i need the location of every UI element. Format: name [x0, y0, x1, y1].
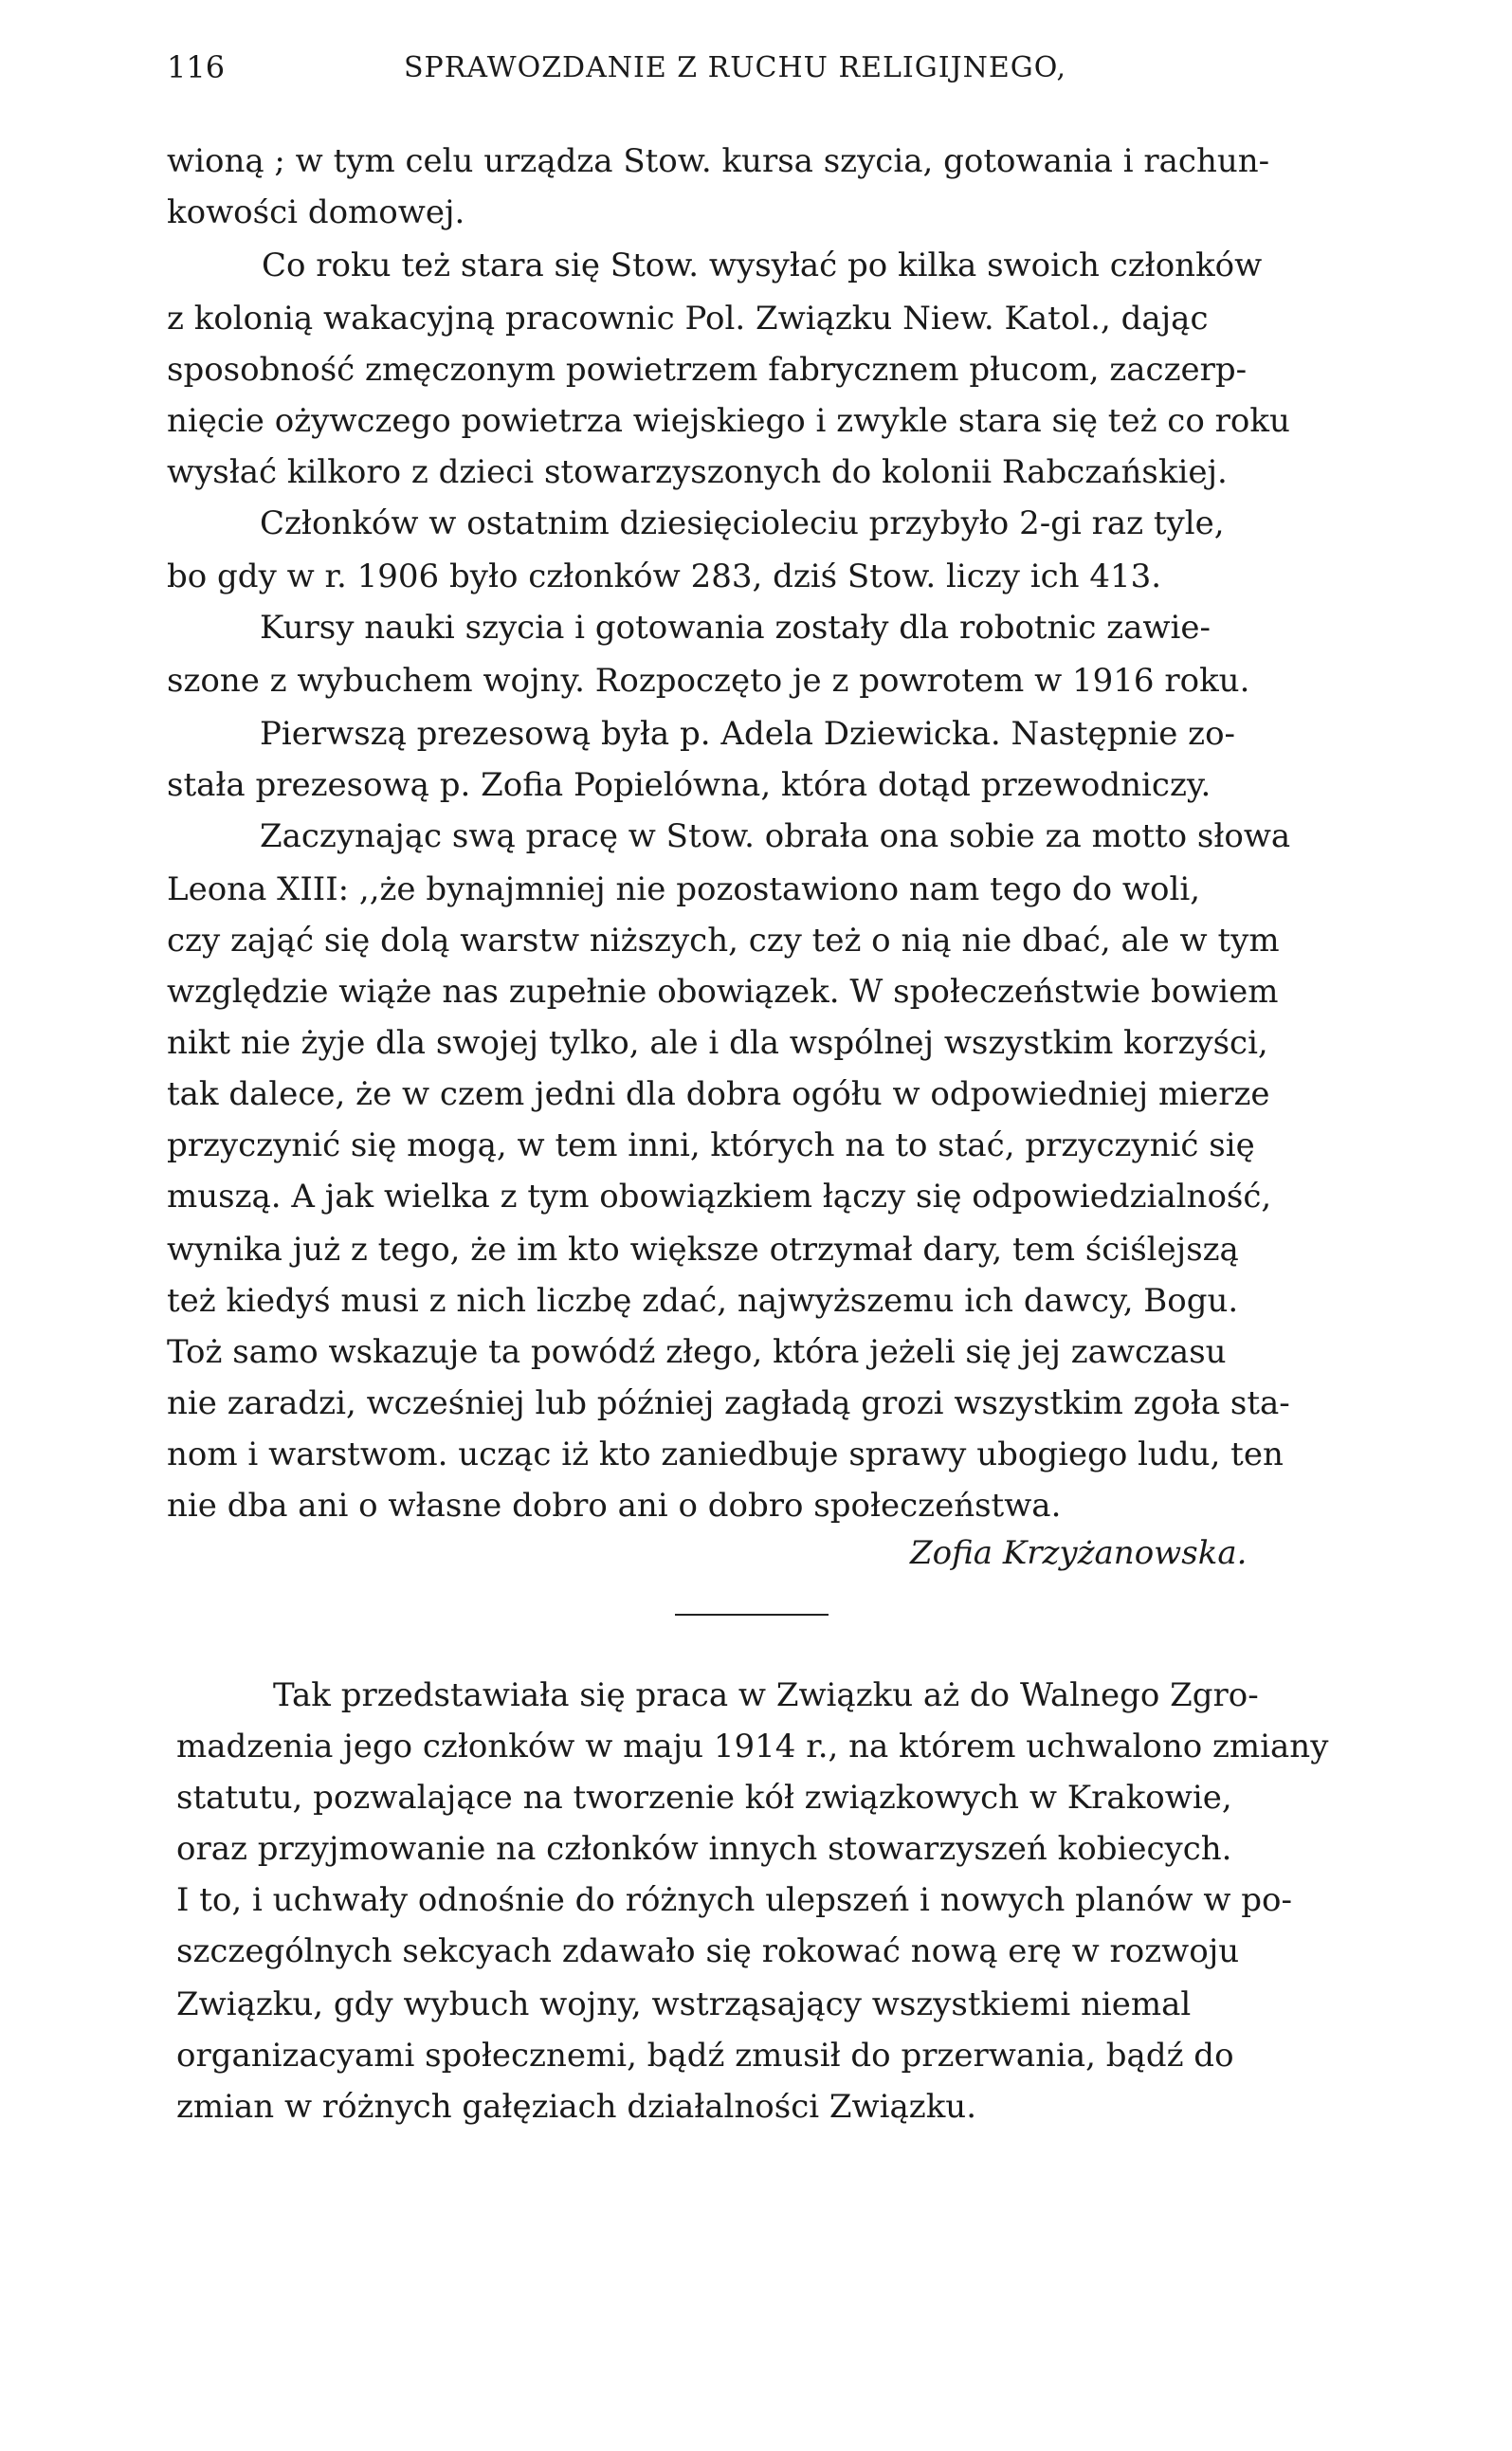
text-line: wynika już z tego, że im kto większe otrzymał dary, tem ściślejszą [167, 1231, 1239, 1269]
text-line: wioną ; w tym celu urządza Stow. kursa szycia, gotowania i rachun- [167, 142, 1270, 180]
text-line: Co roku też stara się Stow. wysyłać po kilka swoich członków [262, 247, 1263, 284]
text-line: nikt nie żyje dla swojej tylko, ale i dla wspólnej wszystkim korzyści, [167, 1024, 1268, 1062]
text-line: szone z wybuchem wojny. Rozpoczęto je z powrotem w 1916 roku. [167, 662, 1250, 700]
text-line: też kiedyś musi z nich liczbę zdać, najwyższemu ich dawcy, Bogu. [167, 1282, 1239, 1320]
text-line: bo gdy w r. 1906 było członków 283, dziś Stow. liczy ich 413. [167, 558, 1162, 595]
text-line: nie dba ani o własne dobro ani o dobro społeczeństwa. [167, 1487, 1062, 1525]
text-line: tak dalece, że w czem jedni dla dobra ogółu w odpowiedniej mierze [167, 1075, 1270, 1113]
text-line: z kolonią wakacyjną pracownic Pol. Związku Niew. Katol., dając [167, 300, 1209, 338]
text-line: przyczynić się mogą, w tem inni, których na to stać, przyczynić się [167, 1126, 1255, 1164]
text-line: statutu, pozwalające na tworzenie kół związkowych w Krakowie, [176, 1779, 1232, 1817]
text-line: wysłać kilkoro z dzieci stowarzyszonych do kolonii Rabczańskiej. [167, 453, 1228, 491]
text-line: nięcie ożywczego powietrza wiejskiego i zwykle stara się też co roku [167, 402, 1290, 440]
text-line: Zaczynając swą pracę w Stow. obrała ona sobie za motto słowa [260, 817, 1291, 855]
text-line: Leona XIII: ,,że bynajmniej nie pozostawiono nam tego do woli, [167, 870, 1201, 908]
text-line: sposobność zmęczonym powietrzem fabrycznem płucom, zaczerp- [167, 351, 1248, 389]
text-line: madzenia jego członków w maju 1914 r., na którem uchwalono zmiany [176, 1728, 1329, 1765]
author-signature: Zofia Krzyżanowska. [910, 1534, 1248, 1572]
page-number: 116 [167, 49, 226, 85]
text-line: Tak przedstawiała się praca w Związku aż do Walnego Zgro- [273, 1676, 1259, 1714]
text-line: Kursy nauki szycia i gotowania zostały dla robotnic zawie- [260, 609, 1211, 647]
running-head: SPRAWOZDANIE Z RUCHU RELIGIJNEGO, [404, 51, 1067, 84]
text-line: czy zająć się dolą warstw niższych, czy też o nią nie dbać, ale w tym [167, 922, 1280, 960]
text-line: nom i warstwom. ucząc iż kto zaniedbuje sprawy ubogiego ludu, ten [167, 1436, 1284, 1473]
text-line: Członków w ostatnim dziesięcioleciu przybyło 2-gi raz tyle, [260, 504, 1225, 542]
text-line: zmian w różnych gałęziach działalności Związku. [176, 2088, 977, 2126]
section-divider [675, 1614, 829, 1616]
text-line: Związku, gdy wybuch wojny, wstrząsający wszystkiemi niemal [176, 1985, 1192, 2023]
text-line: kowości domowej. [167, 193, 465, 231]
text-line: oraz przyjmowanie na członków innych stowarzyszeń kobiecych. [176, 1830, 1232, 1868]
text-line: względzie wiąże nas zupełnie obowiązek. W społeczeństwie bowiem [167, 973, 1279, 1011]
text-line: szczególnych sekcyach zdawało się rokować nową erę w rozwoju [176, 1932, 1240, 1970]
page-header [167, 49, 1371, 87]
text-line: nie zaradzi, wcześniej lub później zagładą grozi wszystkim zgoła sta- [167, 1384, 1290, 1422]
text-line: I to, i uchwały odnośnie do różnych ulepszeń i nowych planów w po- [176, 1881, 1292, 1919]
text-line: organizacyami społecznemi, bądź zmusił do przerwania, bądź do [176, 2037, 1234, 2075]
text-line: muszą. A jak wielka z tym obowiązkiem łączy się odpowiedzialność, [167, 1178, 1272, 1216]
text-line: stała prezesową p. Zofia Popielówna, która dotąd przewodniczy. [167, 766, 1211, 804]
text-line: Toż samo wskazuje ta powódź złego, która jeżeli się jej zawczasu [167, 1333, 1227, 1371]
text-line: Pierwszą prezesową była p. Adela Dziewicka. Następnie zo- [260, 715, 1236, 753]
